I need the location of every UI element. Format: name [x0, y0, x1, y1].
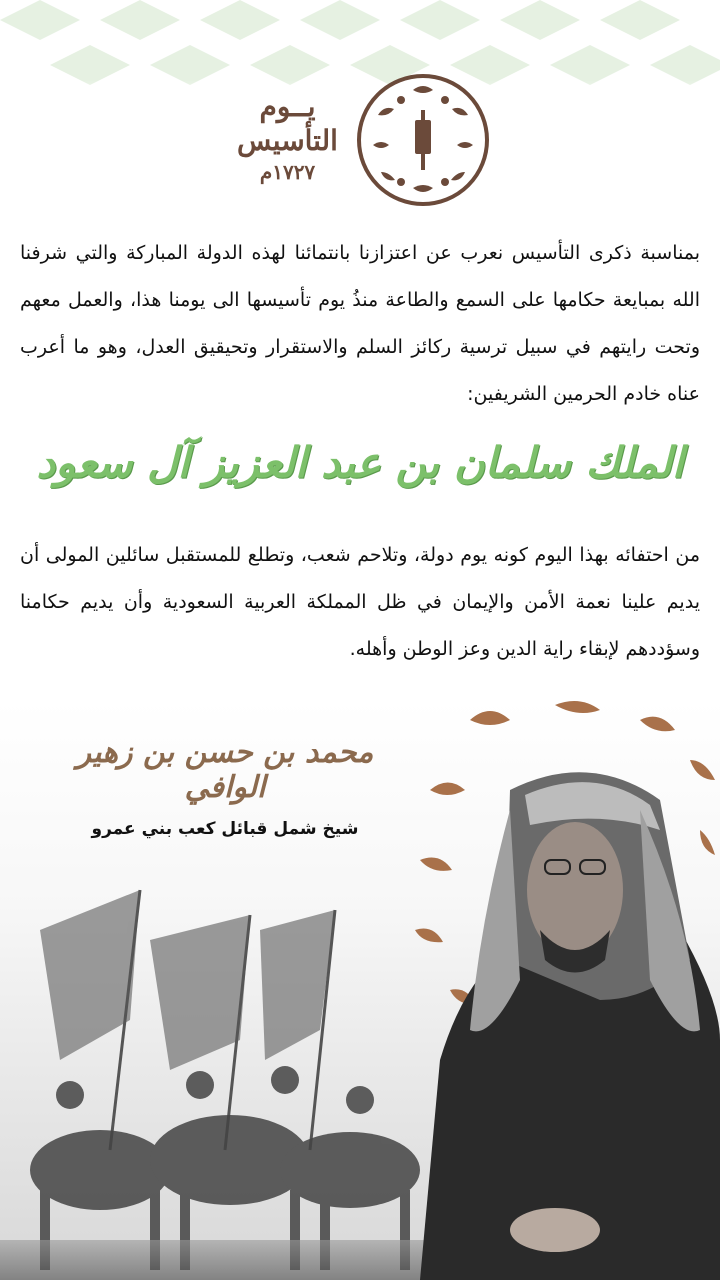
signature-name: محمد بن حسن بن زهير الوافي [76, 735, 374, 805]
signature-title: شيخ شمل قبائل كعب بني عمرو [91, 819, 359, 839]
founding-day-wordmark [225, 90, 350, 184]
intro-paragraph: بمناسبة ذكرى التأسيس نعرب عن اعتزازنا بانتمائنا لهذه الدولة المباركة والتي شرفنا الله بمبايعة حكامها على السمع والطاعة منذُ يوم تأسيسها الى يومنا هذا، والعمل معهم وتحت رايتهم في سبيل ترسية ركائز السلم والاستقرار وتحيقيق العدل، وهو ما أعرب عناه خادم الحرمين الشريفين: [20, 242, 700, 405]
founding-day-header [225, 70, 505, 220]
wordmark-line2: التأسيس [237, 124, 338, 157]
signature-block [60, 735, 390, 839]
wordmark-line1: يــوم [259, 90, 316, 123]
closing-paragraph: من احتفائه بهذا اليوم كونه يوم دولة، وتلاحم شعب، وتطلع للمستقبل سائلين المولى أن يديم علينا نعمة الأمن والإيمان في ظل المملكة العربية السعودية وأن يديم حكامنا وسؤددهم لإبقاء راية الدين وعز الوطن وأهله. [20, 544, 700, 660]
founding-day-emblem-icon [353, 70, 493, 210]
king-name-calligraphy: الملك سلمان بن عبد العزيز آل سعود [36, 438, 684, 487]
wordmark-year: ١٧٢٧م [259, 160, 316, 184]
